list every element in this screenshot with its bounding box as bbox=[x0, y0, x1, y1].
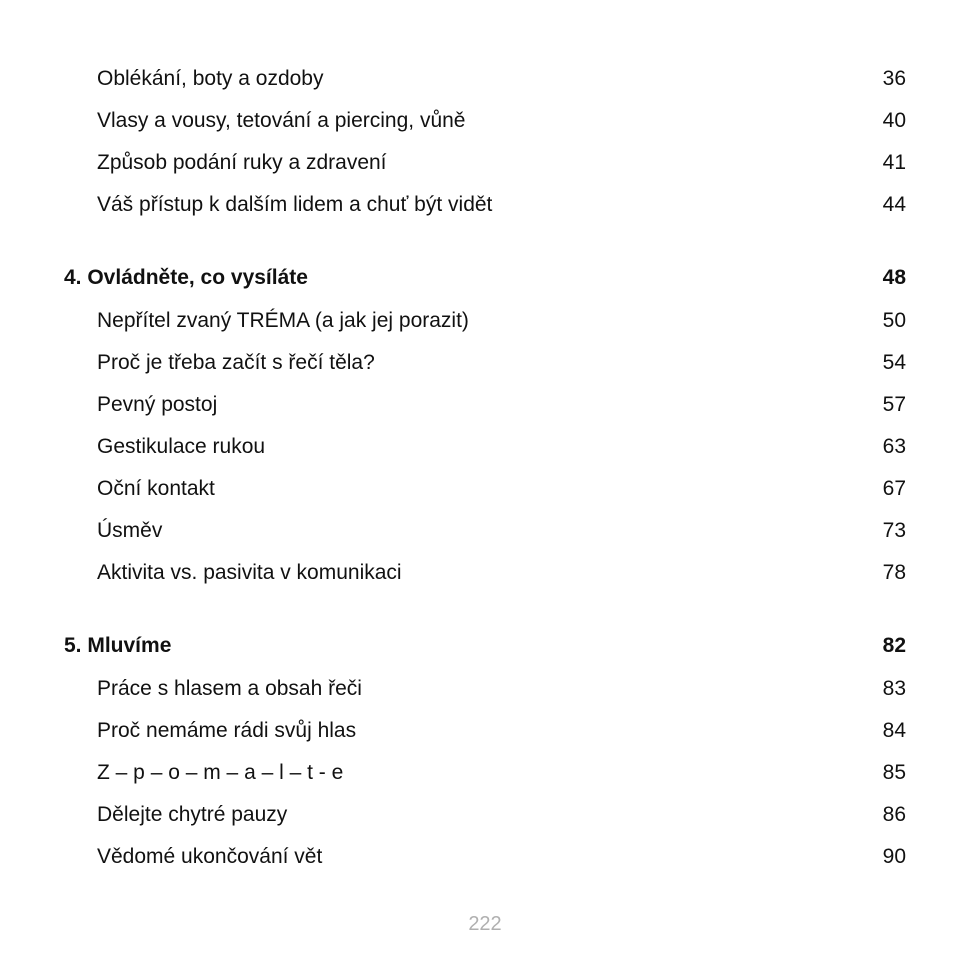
toc-entry-title: Vědomé ukončování vět bbox=[97, 845, 323, 868]
chapter-title: 5. Mluvíme bbox=[64, 634, 172, 657]
toc-entry[interactable] bbox=[0, 149, 970, 177]
toc-entry[interactable] bbox=[0, 559, 970, 587]
toc-entry-page: 36 bbox=[882, 67, 906, 90]
page-number: 222 bbox=[468, 913, 502, 935]
toc-entry-title: Váš přístup k dalším lidem a chuť být vidět bbox=[97, 193, 493, 216]
toc-entry[interactable] bbox=[0, 517, 970, 545]
toc-entry-page: 78 bbox=[882, 561, 906, 584]
toc-entry-page: 83 bbox=[882, 677, 906, 700]
toc-entry-title: Úsměv bbox=[97, 519, 163, 542]
toc-entry[interactable] bbox=[0, 391, 970, 419]
toc-entry[interactable] bbox=[0, 349, 970, 377]
toc-entry[interactable] bbox=[0, 759, 970, 787]
toc-entry-page: 63 bbox=[882, 435, 906, 458]
toc-entry[interactable] bbox=[0, 307, 970, 335]
toc-entry-page: 85 bbox=[882, 761, 906, 784]
toc-entry[interactable] bbox=[0, 65, 970, 93]
toc-entry-page: 73 bbox=[882, 519, 906, 542]
toc-entry-title: Proč nemáme rádi svůj hlas bbox=[97, 719, 357, 742]
toc-entry-title: Aktivita vs. pasivita v komunikaci bbox=[97, 561, 402, 584]
toc-chapter-5[interactable] bbox=[0, 632, 970, 660]
toc-entry[interactable] bbox=[0, 433, 970, 461]
chapter-title: 4. Ovládněte, co vysíláte bbox=[64, 266, 308, 289]
toc-entry-page: 41 bbox=[882, 151, 906, 174]
toc-entry-page: 90 bbox=[882, 845, 906, 868]
toc-entry-page: 67 bbox=[882, 477, 906, 500]
toc-entry-title: Práce s hlasem a obsah řeči bbox=[97, 677, 362, 700]
toc-entry-title: Oční kontakt bbox=[97, 477, 215, 500]
toc-entry[interactable] bbox=[0, 475, 970, 503]
toc-entry-page: 57 bbox=[882, 393, 906, 416]
toc-entry[interactable] bbox=[0, 843, 970, 871]
toc-entry[interactable] bbox=[0, 801, 970, 829]
toc-entry-title: Gestikulace rukou bbox=[97, 435, 266, 458]
toc-entry-title: Nepřítel zvaný TRÉMA (a jak jej porazit) bbox=[97, 309, 469, 332]
toc-entry-title: Dělejte chytré pauzy bbox=[97, 803, 288, 826]
toc-entry-page: 84 bbox=[882, 719, 906, 742]
chapter-page: 48 bbox=[882, 266, 906, 289]
chapter-page: 82 bbox=[882, 634, 906, 657]
toc-entry-page: 50 bbox=[882, 309, 906, 332]
toc-entry-page: 44 bbox=[882, 193, 906, 216]
toc-entry[interactable] bbox=[0, 107, 970, 135]
toc-entry-title: Proč je třeba začít s řečí těla? bbox=[97, 351, 375, 374]
toc-entry-title: Oblékání, boty a ozdoby bbox=[97, 67, 324, 90]
toc-entry-page: 54 bbox=[882, 351, 906, 374]
toc-entry[interactable] bbox=[0, 191, 970, 219]
toc-chapter-4[interactable] bbox=[0, 264, 970, 292]
toc-entry-title: Způsob podání ruky a zdravení bbox=[97, 151, 387, 174]
toc-entry-page: 40 bbox=[882, 109, 906, 132]
toc-entry[interactable] bbox=[0, 717, 970, 745]
toc-entry-title: Pevný postoj bbox=[97, 393, 218, 416]
toc-entry-page: 86 bbox=[882, 803, 906, 826]
toc-entry-title: Z – p – o – m – a – l – t - e bbox=[97, 761, 344, 784]
toc-entry-title: Vlasy a vousy, tetování a piercing, vůně bbox=[97, 109, 466, 132]
toc-entry[interactable] bbox=[0, 675, 970, 703]
